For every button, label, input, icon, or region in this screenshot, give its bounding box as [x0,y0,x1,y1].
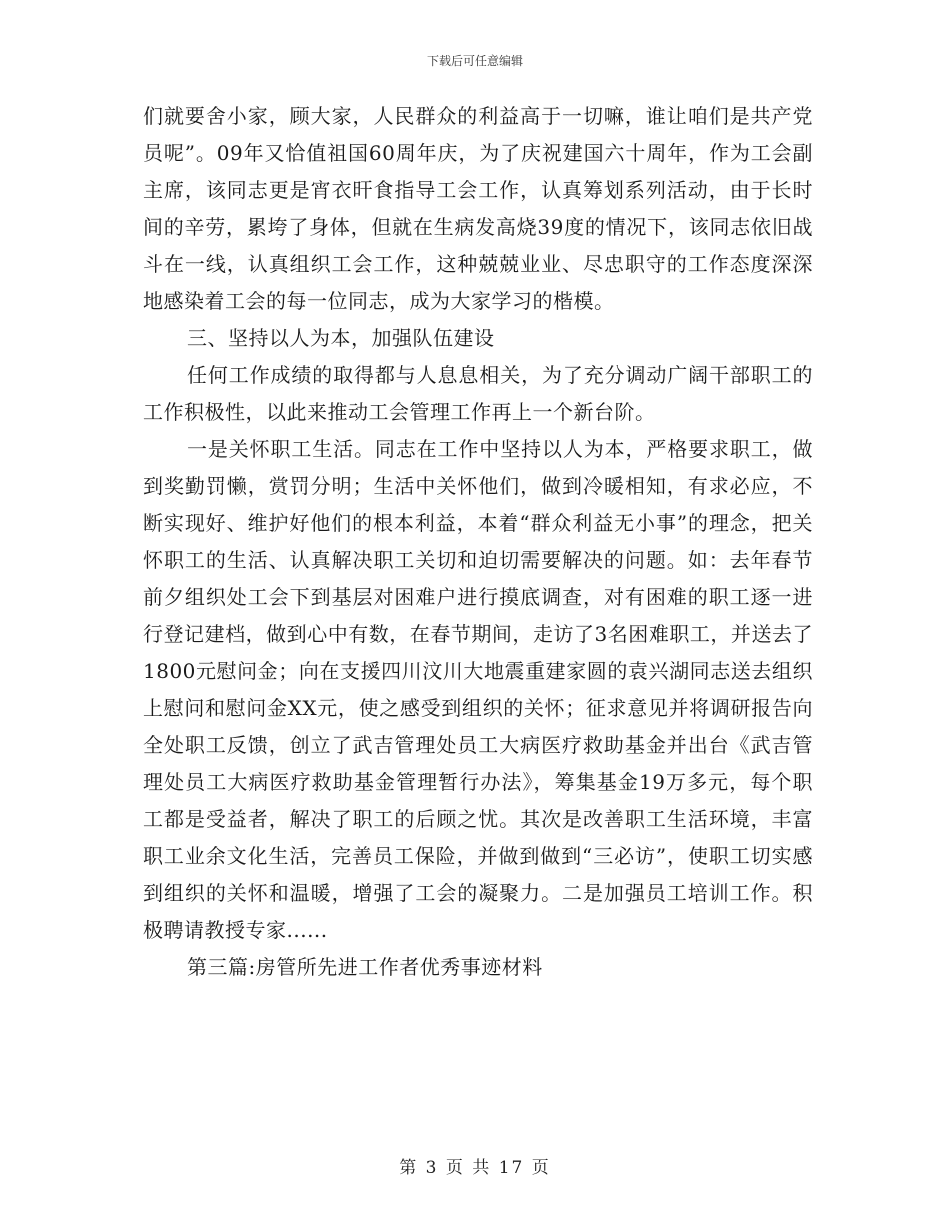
paragraph-intro: 任何工作成绩的取得都与人息息相关，为了充分调动广阔干部职工的工作积极性，以此来推动工会管理工作再上一个新台阶。 [143,363,813,424]
paragraph-continuation: 们就要舍小家，顾大家，人民群众的利益高于一切嘛，谁让咱们是共产党员呢”。09年又恰值祖国60周年庆，为了庆祝建国六十周年，作为工会副主席，该同志更是宵衣旰食指导工会工作，认真筹划系列活动，由于长时间的辛劳，累垮了身体，但就在生病发高烧39度的情况下，该同志依旧战斗在一线，认真组织工会工作，这种兢兢业业、尽忠职守的工作态度深深地感染着工会的每一位同志，成为大家学习的楷模。 [143,104,813,313]
next-article-title: 第三篇:房管所先进工作者优秀事迹材料 [187,955,543,979]
page-header: 下载后可任意编辑 [426,54,523,68]
paragraph-care-for-staff: 一是关怀职工生活。同志在工作中坚持以人为本，严格要求职工，做到奖勤罚懒，赏罚分明；生活中关怀他们，做到冷暖相知，有求必应，不断实现好、维护好他们的根本利益，本着“群众利益无小事”的理念，把关怀职工的生活、认真解决职工关切和迫切需要解决的问题。如：去年春节前夕组织处工会下到基层对困难户进行摸底调查，对有困难的职工逐一进行登记建档，做到心中有数，在春节期间，走访了3名困难职工，并送去了1800元慰问金；向在支援四川汶川大地震重建家圆的袁兴湖同志送去组织上慰问和慰问金XX元，使之感受到组织的关怀；征求意见并将调研报告向全处职工反馈，创立了武吉管理处员工大病医疗救助基金并出台《武吉管理处员工大病医疗救助基金管理暂行办法》，筹集基金19万多元，每个职工都是受益者，解决了职工的后顾之忧。其次是改善职工生活环境，丰富职工业余文化生活，完善员工保险，并做到做到“三必访”，使职工切实感到组织的关怀和温暖，增强了工会的凝聚力。二是加强员工培训工作。积极聘请教授专家...... [143,437,813,942]
page-number: 第 3 页 共 17 页 [399,1158,551,1178]
section-heading: 三、坚持以人为本，加强队伍建设 [187,326,495,350]
document-body [143,98,813,986]
